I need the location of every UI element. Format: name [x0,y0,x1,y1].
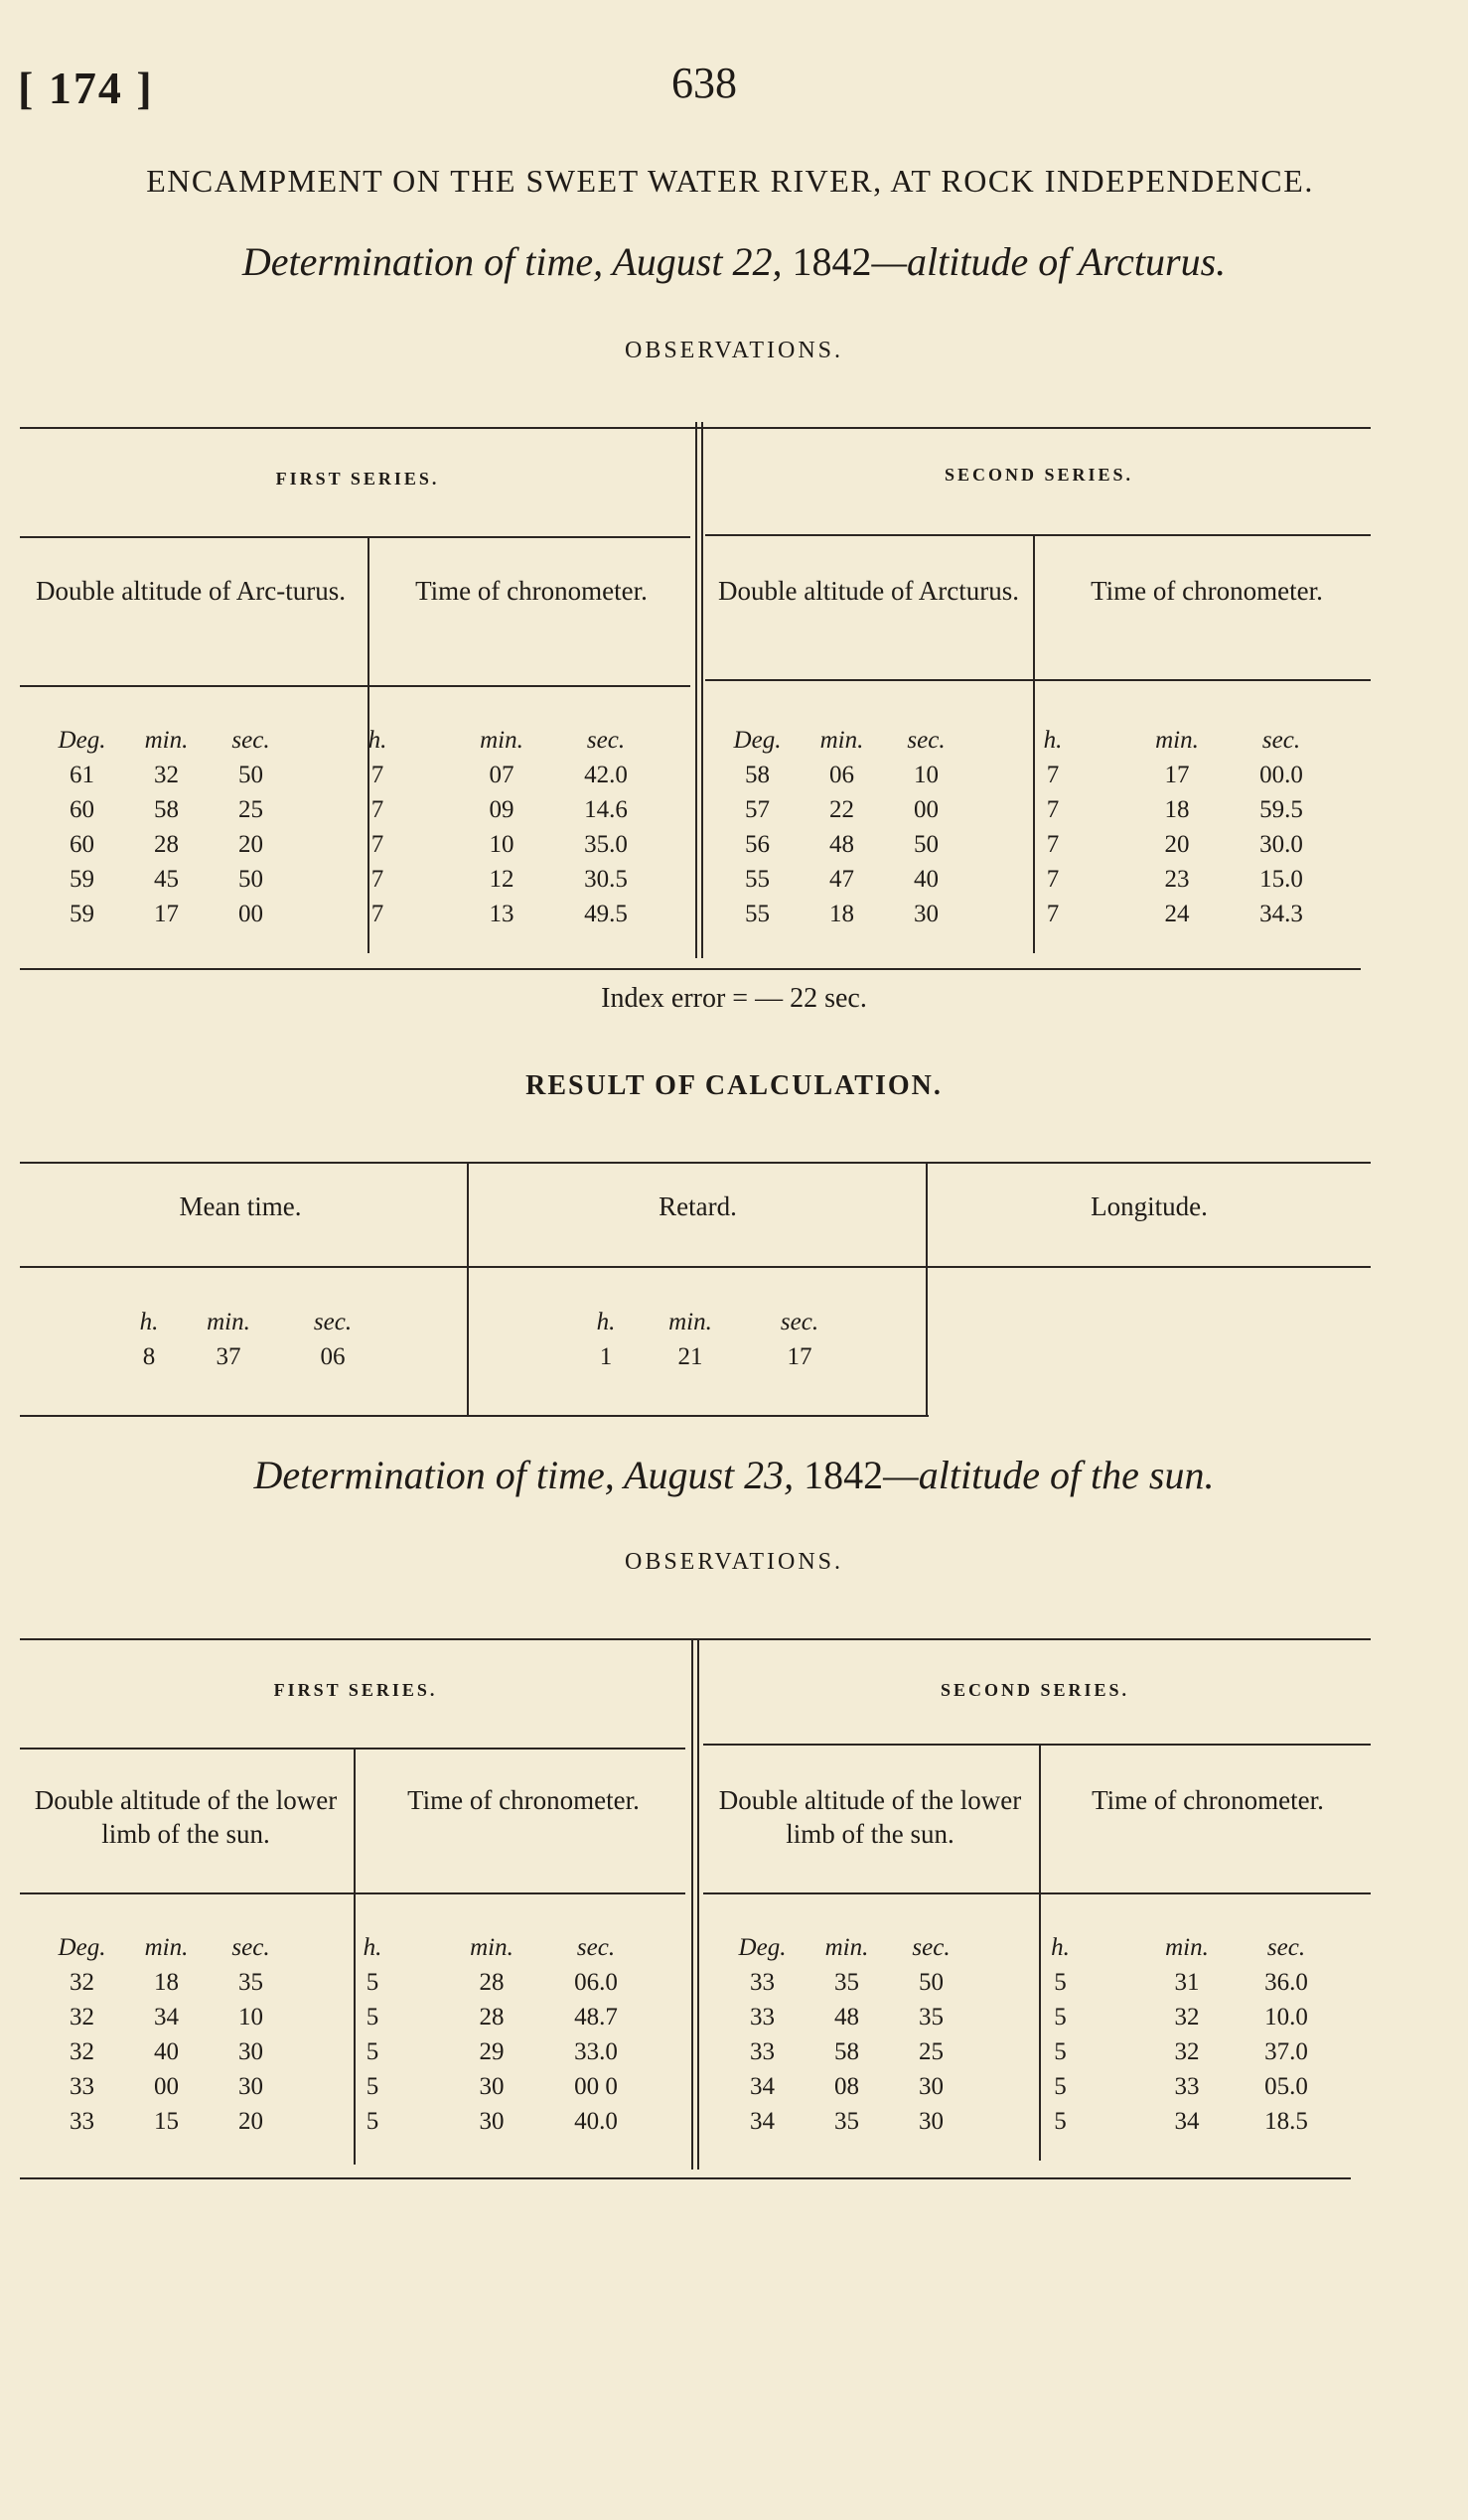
table-cell: 24 [1164,901,1190,927]
table-cell: 28 [154,831,179,858]
result-header-rule [20,1266,1371,1268]
table-cell: 5 [366,1969,379,1996]
unit-header: Deg. [58,1934,106,1961]
table-cell: 60 [70,796,94,823]
table-cell: 5 [366,2004,379,2030]
table-cell: 32 [70,2038,94,2065]
table-cell: 30 [919,2108,944,2135]
table-cell: 32 [154,762,179,788]
table-cell: 20 [1164,831,1190,858]
table-cell: 48.7 [574,2004,618,2030]
result-bottom-rule [20,1415,929,1417]
table-cell: 30.0 [1259,831,1303,858]
table1-first-series-label: FIRST SERIES. [275,469,440,489]
table-cell: 50 [914,831,939,858]
unit-header: h. [1043,727,1063,754]
table-row [40,758,670,792]
table-cell: 5 [1054,2108,1067,2135]
table-cell: 5 [1054,2073,1067,2100]
table-cell: 56 [745,831,770,858]
table-cell: 57 [745,796,770,823]
table-cell: 42.0 [584,762,628,788]
table-cell: 40 [154,2038,179,2065]
table-cell: 23 [1164,866,1190,893]
table-cell: 34 [750,2073,775,2100]
page-heading: ENCAMPMENT ON THE SWEET WATER RIVER, AT ROCK INDEPENDENCE. [146,163,1314,199]
table-cell: 00.0 [1259,762,1303,788]
page-number: 638 [671,59,737,107]
table1-center-divider-b [701,422,703,958]
table-cell: 00 [914,796,939,823]
table2-col-time-first: Time of chronometer. [407,1785,640,1815]
unit-header: min. [819,727,864,754]
table-row [124,1339,382,1374]
table-row [720,2104,1346,2139]
table-row [40,2000,661,2034]
table-row [720,2000,1346,2034]
unit-header-row [720,1930,1346,1965]
unit-header: sec. [1266,1934,1306,1961]
table-cell: 48 [834,2004,859,2030]
table-cell: 59 [70,901,94,927]
unit-header: h. [1051,1934,1070,1961]
table-cell: 7 [370,796,384,823]
mean-time-sec: 06 [320,1343,346,1370]
table-cell: 33 [750,2038,775,2065]
unit-header-row [715,723,1346,758]
unit-header: min. [824,1934,869,1961]
table2-series-rule-right [703,1744,1371,1746]
table1-col-alt-first: Double altitude of Arc-turus. [36,576,346,606]
result-divider-right [926,1162,928,1415]
table-cell: 59 [70,866,94,893]
table-row [715,792,1346,827]
table1-bottom-rule [20,968,1361,970]
table-cell: 30 [238,2073,263,2100]
table1-header-rule-left [20,685,690,687]
unit-header: sec. [586,727,626,754]
table-cell: 47 [829,866,854,893]
table-cell: 30.5 [584,866,628,893]
unit-header: min. [144,1934,189,1961]
table-cell: 07 [489,762,514,788]
table-cell: 7 [1046,796,1060,823]
mean-time-h: 8 [142,1343,156,1370]
table1-header-rule-right [705,679,1371,681]
table-cell: 12 [489,866,514,893]
table-row [720,2034,1346,2069]
table-cell: 25 [919,2038,944,2065]
table-cell: 32 [1174,2004,1200,2030]
table1-col-time-second: Time of chronometer. [1091,576,1323,606]
unit-header: sec. [907,727,946,754]
unit-header: sec. [313,1309,353,1335]
table-row [40,2034,661,2069]
table-cell: 48 [829,831,854,858]
result-top-rule [20,1162,1371,1164]
retard-sec: 17 [787,1343,812,1370]
result-mean-time-grid [124,1305,382,1374]
table-cell: 7 [1046,831,1060,858]
table-cell: 18.5 [1264,2108,1308,2135]
unit-header: min. [144,727,189,754]
unit-header: Deg. [738,1934,787,1961]
table-cell: 18 [829,901,854,927]
section2-title: Determination of time, August 23, 1842—altitude of the sun. [253,1453,1215,1497]
table-cell: 05.0 [1264,2073,1308,2100]
table-cell: 33.0 [574,2038,618,2065]
unit-header: sec. [912,1934,951,1961]
table-cell: 30 [914,901,939,927]
table-cell: 00 [154,2073,179,2100]
table-cell: 35.0 [584,831,628,858]
table-cell: 14.6 [584,796,628,823]
unit-header: sec. [231,1934,270,1961]
unit-header: sec. [231,727,270,754]
section2-observations-label: OBSERVATIONS. [624,1549,843,1575]
unit-header: min. [1155,727,1199,754]
table2-second-series-grid [720,1930,1346,2139]
result-col-mean: Mean time. [179,1191,302,1221]
table-cell: 58 [745,762,770,788]
unit-header: min. [668,1309,712,1335]
table-row [715,827,1346,862]
table-cell: 35 [834,2108,859,2135]
table-row [40,1965,661,2000]
table-cell: 30 [919,2073,944,2100]
unit-header: min. [480,727,523,754]
table-cell: 5 [1054,1969,1067,1996]
table-cell: 34 [154,2004,179,2030]
table-cell: 09 [489,796,514,823]
mean-time-min: 37 [216,1343,241,1370]
table-cell: 60 [70,831,94,858]
table-row [40,862,670,897]
table-cell: 33 [1174,2073,1200,2100]
unit-header-row [40,1930,661,1965]
unit-header: Deg. [58,727,106,754]
table-row [40,792,670,827]
table-cell: 34 [750,2108,775,2135]
table-cell: 30 [238,2038,263,2065]
unit-header: Deg. [733,727,782,754]
table-cell: 06.0 [574,1969,618,1996]
table-cell: 00 0 [574,2073,618,2100]
table1-col-alt-second: Double altitude of Arcturus. [718,576,1019,606]
result-label: RESULT OF CALCULATION. [525,1070,943,1101]
retard-min: 21 [677,1343,703,1370]
result-retard-grid [581,1305,849,1374]
table-row [720,2069,1346,2104]
table-row [715,758,1346,792]
index-error: Index error = — 22 sec. [601,983,867,1014]
table2-col-alt-second: Double altitude of the lower limb of the sun. [718,1785,1022,1849]
unit-header: sec. [780,1309,819,1335]
table-cell: 13 [489,901,514,927]
table-cell: 17 [1164,762,1190,788]
result-col-longitude: Longitude. [1091,1191,1208,1221]
table-cell: 18 [1164,796,1190,823]
table1-col-time-first: Time of chronometer. [415,576,648,606]
table-cell: 50 [238,866,263,893]
table-cell: 10 [914,762,939,788]
table-cell: 40 [914,866,939,893]
table-cell: 34 [1174,2108,1200,2135]
table-cell: 34.3 [1259,901,1303,927]
table-cell: 30 [479,2108,505,2135]
table-row [581,1339,849,1374]
unit-header: h. [367,727,387,754]
table-cell: 30 [479,2073,505,2100]
table-cell: 32 [70,1969,94,1996]
table-cell: 55 [745,866,770,893]
table2-first-series-label: FIRST SERIES. [273,1680,438,1700]
unit-header-row [581,1305,849,1339]
table2-col-alt-first: Double altitude of the lower limb of the sun. [34,1785,338,1849]
table-cell: 5 [1054,2038,1067,2065]
unit-header: min. [207,1309,250,1335]
table-cell: 33 [750,2004,775,2030]
table-cell: 7 [1046,901,1060,927]
table-cell: 40.0 [574,2108,618,2135]
unit-header: h. [139,1309,159,1335]
unit-header: sec. [576,1934,616,1961]
table-cell: 49.5 [584,901,628,927]
table-cell: 5 [1054,2004,1067,2030]
table-cell: 59.5 [1259,796,1303,823]
table-cell: 33 [70,2073,94,2100]
table-cell: 17 [154,901,179,927]
table-cell: 20 [238,2108,263,2135]
table-cell: 55 [745,901,770,927]
section1-observations-label: OBSERVATIONS. [624,338,843,363]
table2-header-rule-left [20,1892,685,1894]
table-cell: 35 [919,2004,944,2030]
unit-header: min. [1165,1934,1209,1961]
table-cell: 32 [1174,2038,1200,2065]
table-row [40,2069,661,2104]
table-cell: 15 [154,2108,179,2135]
table-cell: 7 [1046,762,1060,788]
table-cell: 35 [238,1969,263,1996]
table-cell: 29 [479,2038,505,2065]
table-cell: 10 [238,2004,263,2030]
table-row [715,897,1346,931]
table2-center-divider [691,1638,693,2170]
table-cell: 22 [829,796,854,823]
table1-series-rule-right [705,534,1371,536]
table2-bottom-rule [20,2177,1351,2179]
table-cell: 36.0 [1264,1969,1308,1996]
table-cell: 31 [1174,1969,1200,1996]
table-cell: 35 [834,1969,859,1996]
table-cell: 7 [370,831,384,858]
table-cell: 33 [70,2108,94,2135]
result-col-retard: Retard. [659,1191,737,1221]
table-cell: 28 [479,2004,505,2030]
table2-col-time-second: Time of chronometer. [1092,1785,1324,1815]
table-cell: 7 [370,866,384,893]
unit-header-row [124,1305,382,1339]
table2-center-divider-b [697,1638,699,2170]
table-cell: 08 [834,2073,859,2100]
table-cell: 7 [1046,866,1060,893]
bracket-page-number: [ 174 ] [18,63,154,113]
unit-header: h. [596,1309,616,1335]
table-cell: 06 [829,762,854,788]
unit-header: h. [363,1934,382,1961]
table-cell: 50 [238,762,263,788]
table-cell: 37.0 [1264,2038,1308,2065]
table1-second-series-grid [715,723,1346,931]
table-cell: 7 [370,901,384,927]
table1-second-series-label: SECOND SERIES. [944,465,1134,485]
table2-series-rule-left [20,1748,685,1750]
table-cell: 7 [370,762,384,788]
table-cell: 10 [489,831,514,858]
unit-header-row [40,723,670,758]
section1-title: Determination of time, August 22, 1842—altitude of Arcturus. [241,239,1227,284]
table2-second-series-label: SECOND SERIES. [940,1680,1130,1700]
table1-series-rule-left [20,536,690,538]
table-row [40,2104,661,2139]
table-cell: 18 [154,1969,179,1996]
table-row [40,827,670,862]
table-cell: 33 [750,1969,775,1996]
table-cell: 45 [154,866,179,893]
table2-header-rule-right [703,1892,1371,1894]
table2-first-series-grid [40,1930,661,2139]
retard-h: 1 [599,1343,613,1370]
table-row [40,897,670,931]
table-cell: 32 [70,2004,94,2030]
table-row [720,1965,1346,2000]
table1-first-series-grid [40,723,670,931]
table-cell: 20 [238,831,263,858]
table1-center-divider [695,422,697,958]
table-cell: 25 [238,796,263,823]
unit-header: sec. [1261,727,1301,754]
table-cell: 5 [366,2073,379,2100]
table-cell: 28 [479,1969,505,1996]
table-cell: 00 [238,901,263,927]
table-cell: 58 [154,796,179,823]
table-cell: 61 [70,762,94,788]
table-cell: 50 [919,1969,944,1996]
table-row [715,862,1346,897]
table2-top-rule [20,1638,1371,1640]
table-cell: 58 [834,2038,859,2065]
unit-header: min. [470,1934,514,1961]
table-cell: 5 [366,2108,379,2135]
result-divider-left [467,1162,469,1415]
table-cell: 10.0 [1264,2004,1308,2030]
table-cell: 5 [366,2038,379,2065]
table-cell: 15.0 [1259,866,1303,893]
